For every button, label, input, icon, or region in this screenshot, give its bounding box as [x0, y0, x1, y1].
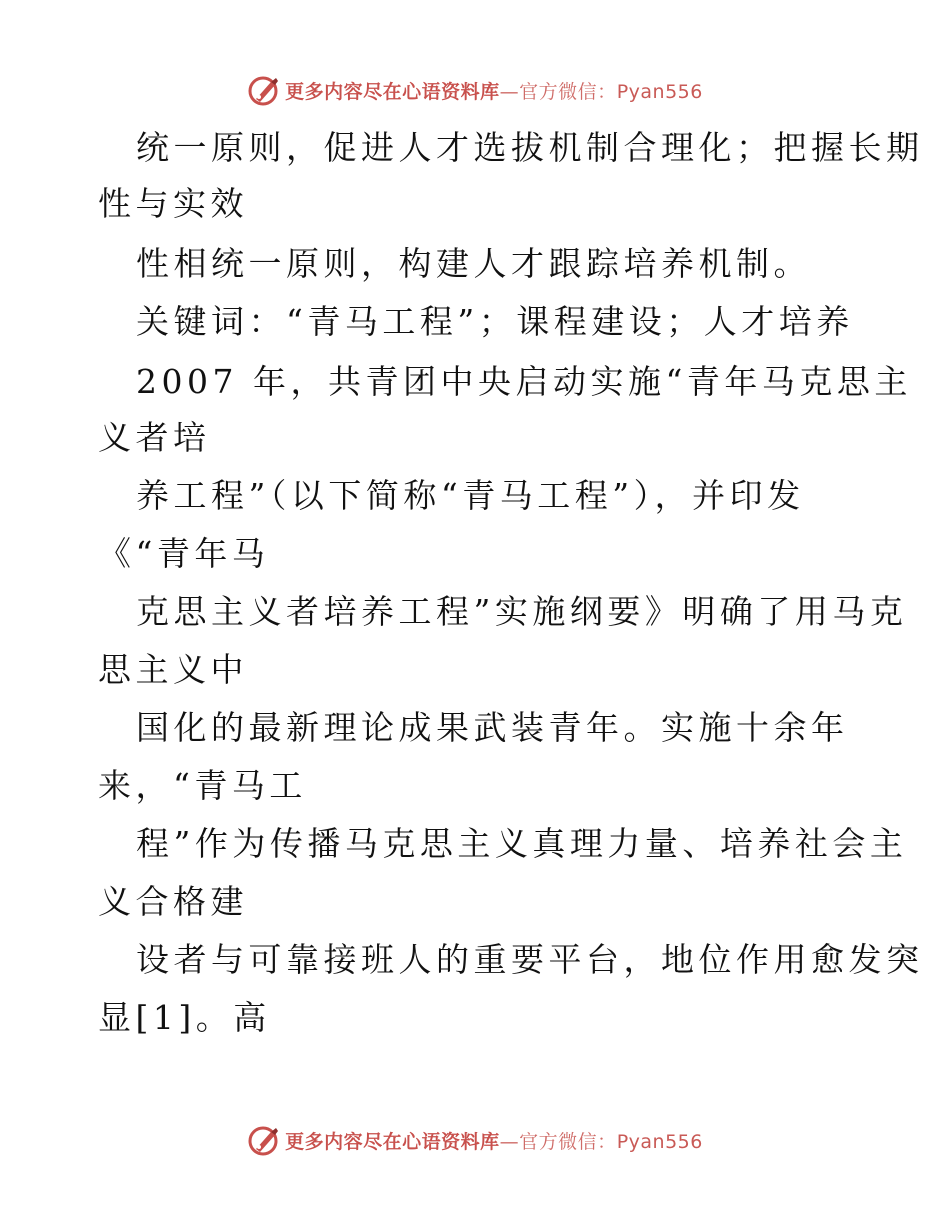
- body-line: 性相统一原则，构建人才跟踪培养机制。: [136, 244, 811, 283]
- header-dash: —: [499, 80, 520, 103]
- body-line: 思主义中: [98, 650, 248, 689]
- pen-logo-icon: [247, 1123, 281, 1157]
- body-line: 来，“青马工: [98, 766, 307, 805]
- header-wechat-id: Pyan556: [616, 80, 703, 103]
- body-line: 义合格建: [98, 882, 248, 921]
- body-line: 显[1]。高: [98, 998, 271, 1037]
- body-line: 2007 年，共青团中央启动实施“青年马克思主: [136, 362, 912, 401]
- footer-dash: —: [499, 1130, 520, 1153]
- body-line: 《“青年马: [98, 534, 270, 573]
- keywords-line: 关键词：“青马工程”；课程建设；人才培养: [136, 302, 854, 341]
- footer-brand-text: 更多内容尽在心语资料库: [285, 1130, 500, 1153]
- body-line: 克思主义者培养工程”实施纲要》明确了用马克: [136, 592, 908, 631]
- footer-watermark-text: [285, 1127, 703, 1154]
- header-watermark-text: [285, 77, 703, 104]
- body-line: 国化的最新理论成果武装青年。实施十余年: [136, 708, 849, 747]
- footer-wechat-id: Pyan556: [616, 1130, 703, 1153]
- body-line: 程”作为传播马克思主义真理力量、培养社会主: [136, 824, 908, 863]
- footer-watermark-banner: [0, 1123, 950, 1157]
- body-line: 统一原则，促进人才选拔机制合理化；把握长期: [136, 128, 924, 167]
- body-line: 性与实效: [98, 184, 248, 223]
- header-watermark-banner: [0, 73, 950, 107]
- footer-wechat-label: 官方微信：: [519, 1130, 617, 1153]
- header-brand-text: 更多内容尽在心语资料库: [285, 80, 500, 103]
- body-line: 设者与可靠接班人的重要平台，地位作用愈发突: [136, 940, 924, 979]
- pen-logo-icon: [247, 73, 281, 107]
- header-wechat-label: 官方微信：: [519, 80, 617, 103]
- body-line: 义者培: [98, 418, 211, 457]
- body-line: 养工程”（以下简称“青马工程”），并印发: [136, 476, 805, 515]
